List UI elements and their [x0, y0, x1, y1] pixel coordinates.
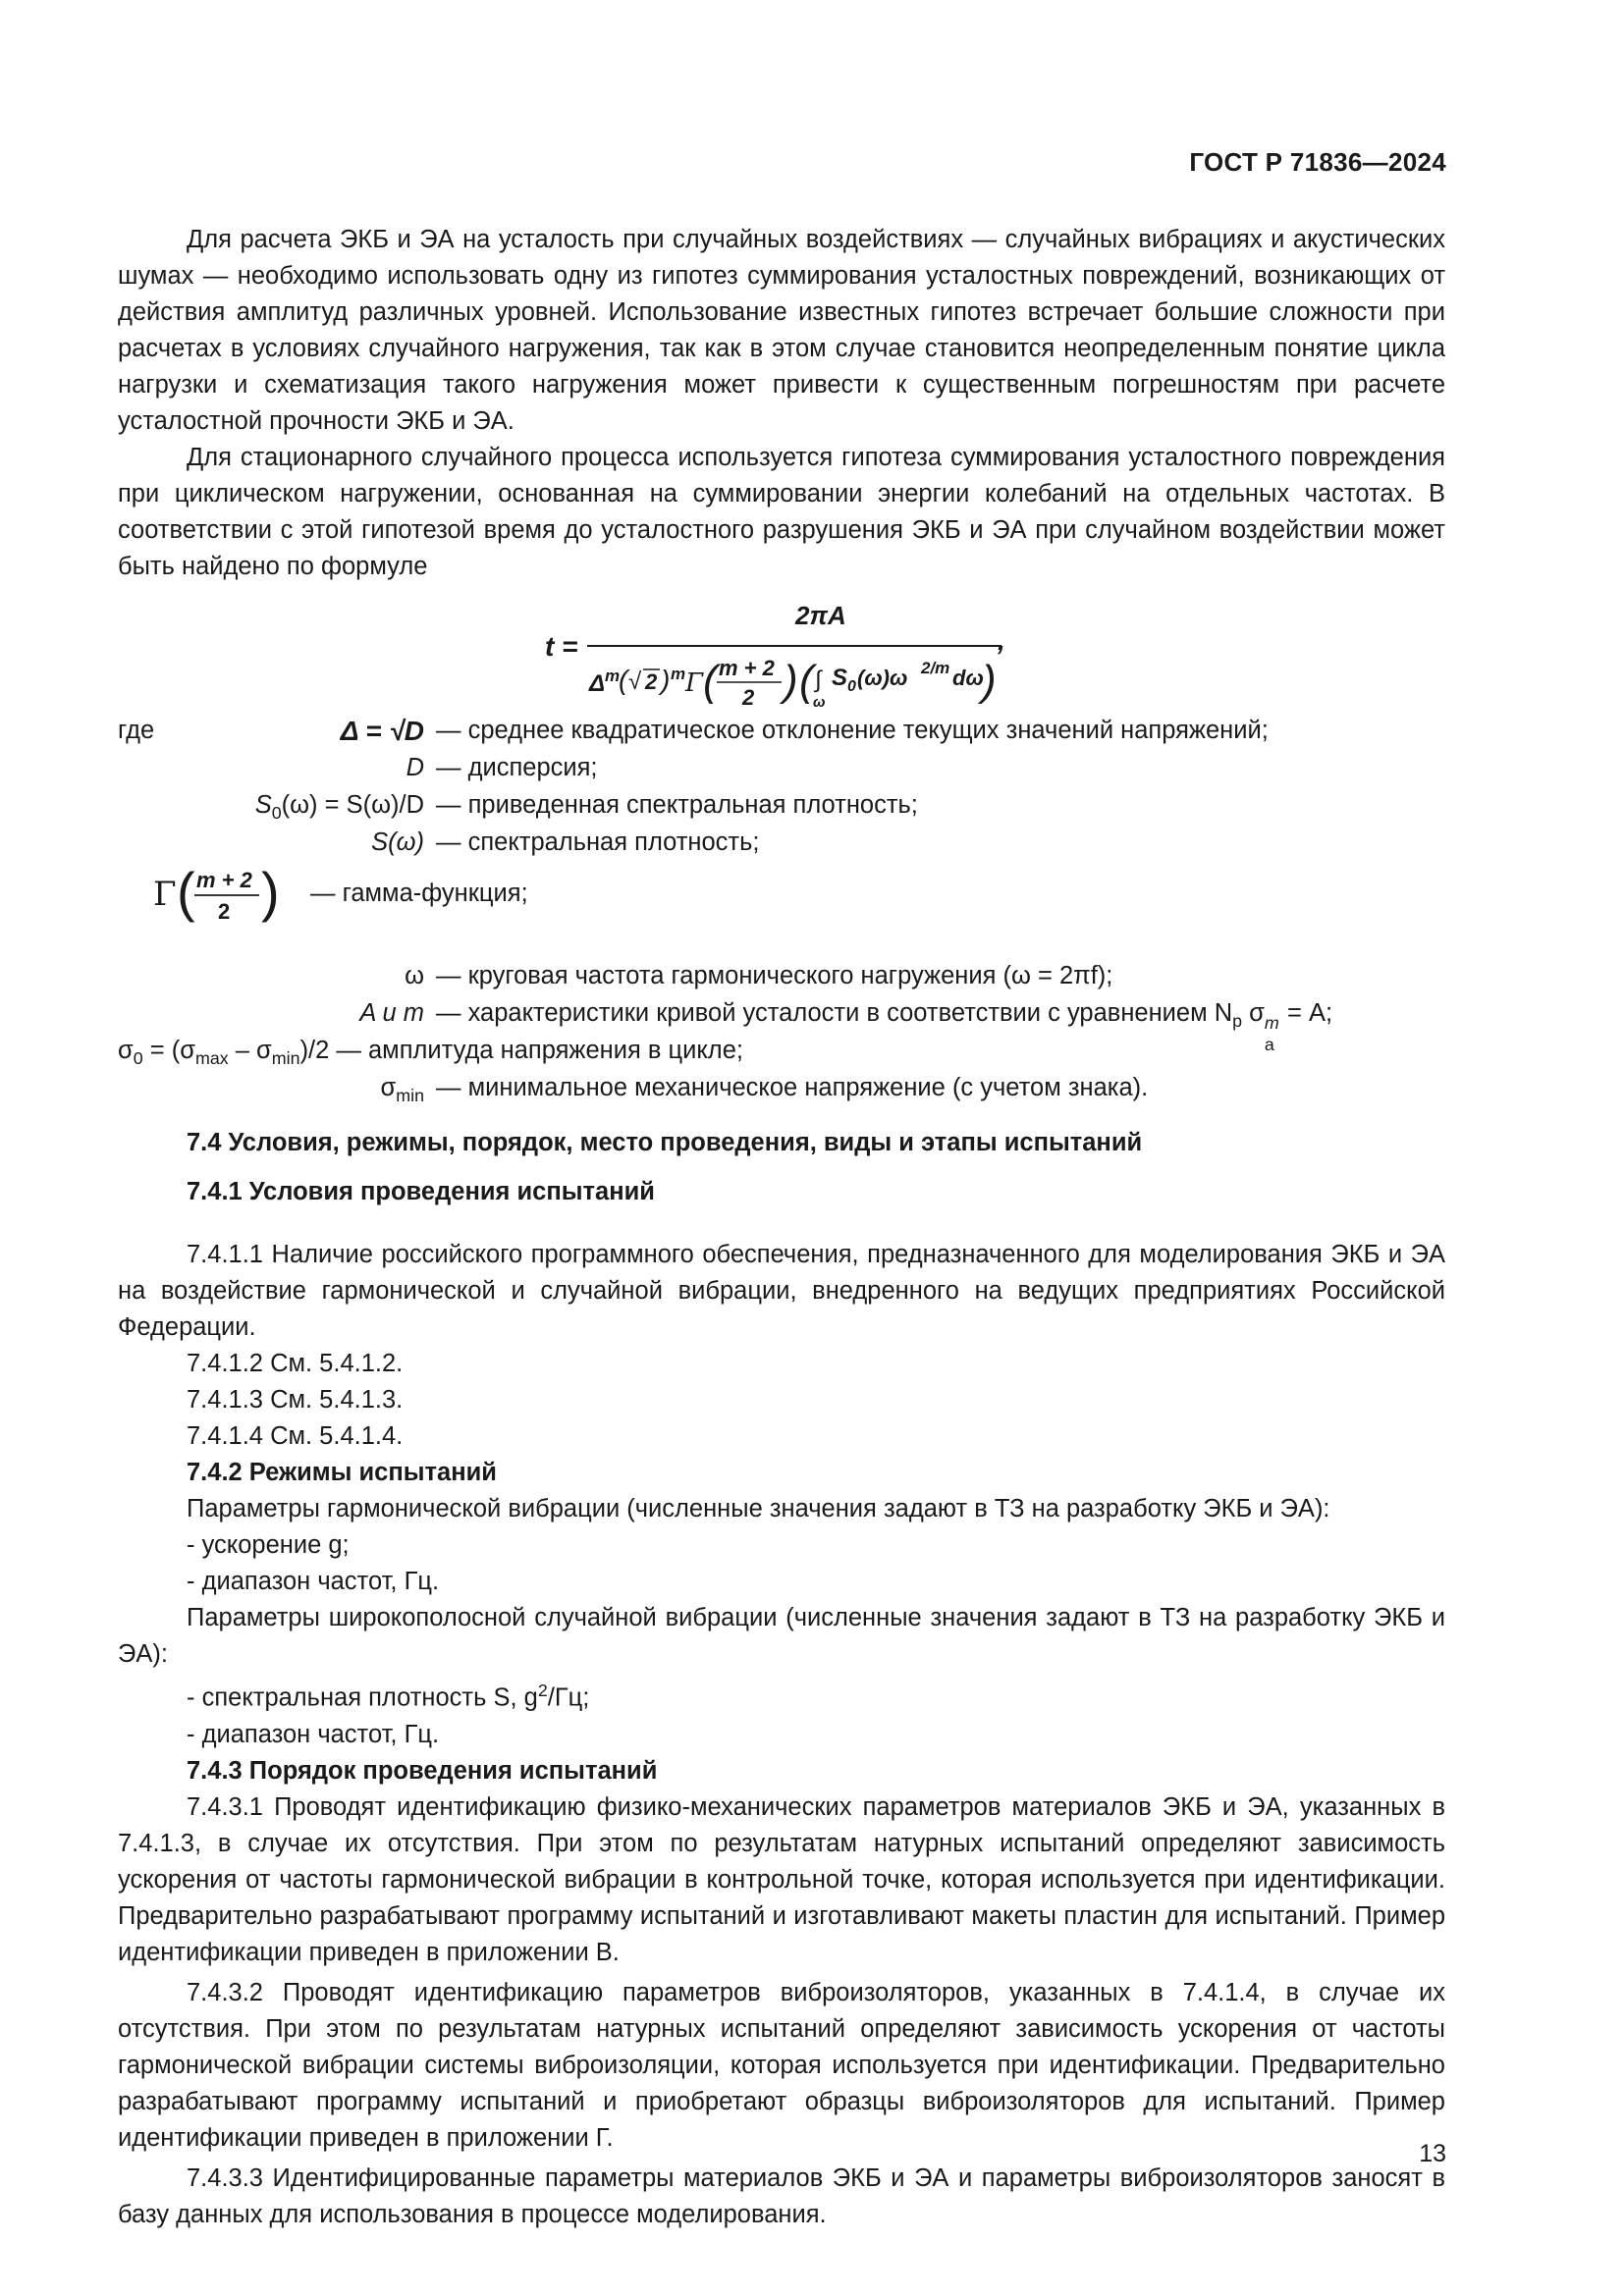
section-7-4-title: 7.4 Условия, режимы, порядок, место проведения, виды и этапы испытаний — [187, 1129, 1143, 1156]
clause-7-4-3-3: 7.4.3.3 Идентифицированные параметры материалов ЭКБ и ЭА и параметры виброизоляторов заносят в базу данных для использования в процессе моделирования. — [118, 2163, 1445, 2228]
stress-amplitude-definition: $\sigma_0 = (\sigma_{max} - \sigma_{min})/2$ — амплитуда напряжения в цикле; — [118, 1037, 743, 1069]
harmonic-params-intro: Параметры гармонической вибрации (численные значения задают в ТЗ на разработку ЭКБ и ЭА): — [187, 1495, 1330, 1522]
formula-big-paren-close-2: ) — [982, 657, 997, 705]
formula-omega-limit: ω — [813, 694, 826, 711]
formula-sqrt-2: 2 — [645, 669, 658, 694]
section-7-4-3-title: 7.4.3 Порядок проведения испытаний — [187, 1756, 658, 1785]
omega-symbol: ω — [405, 962, 424, 989]
section-7-4-2-title: 7.4.2 Режимы испытаний — [187, 1459, 497, 1486]
section-7-4-1-title: 7.4.1 Условия проведения испытаний — [187, 1178, 655, 1205]
formula-lhs: t = — [545, 631, 578, 662]
reduced-density-symbol: $S_0(\omega) = S(\omega)/D$ — [254, 791, 424, 824]
gamma-paren-open: ( — [177, 861, 195, 923]
gamma-frac-num: m + 2 — [196, 868, 252, 892]
formula-domega: dω — [952, 666, 984, 690]
definition-gamma — [118, 861, 1445, 936]
formula-s0-sub: 0 — [847, 678, 856, 695]
clause-7-4-3-1: 7.4.3.1 Проводят идентификацию физико-механических параметров материалов ЭКБ и ЭА, указанных в 7.4.1.3, в случае их отсутствия. При этом по результатам натурных испытаний определяют зависимость ускорения от частоты гармонической вибрации в контрольной точке, которая используется при идентификации. Предварительно разрабатывают программу испытаний и изготавливают макеты пластин для испытаний. Пример идентификации приведен в приложении В. — [118, 1792, 1445, 1966]
delta-symbol: Δ = √D — [340, 716, 424, 746]
reduced-density-definition: — приведенная спектральная плотность; — [436, 791, 918, 819]
clause-7-4-1-2: 7.4.1.2 См. 5.4.1.2. — [187, 1350, 404, 1377]
dispersion-symbol: D — [406, 754, 424, 781]
formula-paren-open: ( — [619, 665, 628, 695]
list-item-frequency-range-2: - диапазон частот, Гц. — [187, 1720, 440, 1748]
where-label: где — [118, 717, 155, 744]
min-stress-definition: — минимальное механическое напряжение (с учетом знака). — [436, 1074, 1149, 1101]
list-item-spectral-density: - спектральная плотность S, $g^2/Гц$; — [187, 1681, 590, 1712]
formula-graphic — [118, 585, 1445, 713]
formula-trailing-comma: , — [998, 625, 1005, 656]
paragraph-stationary-process: Для стационарного случайного процесса используется гипотеза суммирования усталостного повреждения при циклическом нагружении, основанная на суммировании энергии колебаний на отдельных частотах. В соответствии с этой гипотезой время до усталостного разрушения ЭКБ и ЭА при случайном воздействии может быть найдено по формуле — [118, 444, 1445, 580]
list-item-frequency-range: - диапазон частот, Гц. — [187, 1568, 440, 1595]
gamma-paren-close: ) — [261, 861, 280, 923]
clause-7-4-1-4: 7.4.1.4 См. 5.4.1.4. — [187, 1422, 404, 1450]
formula-big-paren-open: ( — [703, 657, 718, 705]
clause-7-4-3-2: 7.4.3.2 Проводят идентификацию параметров виброизоляторов, указанных в 7.4.1.4, в случае их отсутствия. При этом по результатам натурных испытаний определяют зависимость ускорения от частоты гармонической вибрации системы виброизоляции, которая используется при идентификации. Предварительно разрабатывают программу испытаний и приобретают образцы виброизоляторов для испытаний. Пример идентификации приведен в приложении Г. — [118, 1978, 1445, 2152]
formula-delta: Δ — [589, 670, 606, 697]
formula-paren-close: ) — [661, 665, 671, 695]
gamma-symbol — [153, 860, 291, 929]
paragraph-fatigue-random: Для расчета ЭКБ и ЭА на усталость при случайных воздействиях — случайных вибрациях и акустических шумах — необходимо использовать одну из гипотез суммирования усталостных повреждений, возникающих от действия амплитуд различных уровней. Использование известных гипотез встречает большие сложности при расчетах в условиях случайного нагружения, так как в этом случае становится неопределенным понятие цикла нагрузки и схематизация такого нагружения может привести к существенным погрешностям при расчете усталостной прочности ЭКБ и ЭА. — [118, 226, 1445, 435]
dispersion-definition: — дисперсия; — [436, 754, 598, 781]
formula-frac-den: 2 — [742, 685, 755, 710]
gamma-frac-den: 2 — [218, 899, 231, 924]
formula-integral: ∫ — [815, 667, 822, 693]
a-m-symbol: A и m — [359, 999, 424, 1027]
page-body — [118, 222, 1445, 2233]
formula-big-paren-open-2: ( — [799, 657, 814, 705]
formula-exponent: 2/m — [921, 659, 950, 677]
definitions-block — [118, 713, 1445, 1243]
spectral-density-symbol: S(ω) — [371, 828, 424, 856]
delta-definition: — среднее квадратическое отклонение текущих значений напряжений; — [436, 717, 1269, 744]
formula-m-sup: m — [605, 667, 621, 685]
formula-s0-arg: (ω)ω — [857, 666, 908, 690]
spectral-density-definition: — спектральная плотность; — [436, 828, 760, 856]
formula-big-paren-close: ) — [784, 657, 798, 705]
formula-frac-num: m + 2 — [719, 656, 775, 680]
random-params-intro: Параметры широкополосной случайной вибрации (численные значения задают в ТЗ на разработку ЭКБ и ЭА): — [118, 1604, 1445, 1668]
omega-definition: — круговая частота гармонического нагружения (ω = 2πf); — [436, 962, 1113, 989]
formula-m-sup-2: m — [671, 665, 686, 683]
formula-gamma: Γ — [685, 668, 704, 698]
fatigue-time-formula — [118, 585, 1445, 713]
gamma-definition: — гамма-функция; — [310, 880, 528, 907]
formula-s0: S — [832, 665, 848, 691]
formula-sqrt-sign: √ — [628, 668, 642, 695]
list-item-acceleration: - ускорение g; — [187, 1531, 350, 1559]
clause-7-4-1-1: 7.4.1.1 Наличие российского программного обеспечения, предназначенного для моделирования ЭКБ и ЭА на воздействие гармонической и случайной вибрации, внедренного на ведущих предприятиях Российской Федерации. — [118, 1241, 1445, 1341]
clause-7-4-1-3: 7.4.1.3 См. 5.4.1.3. — [187, 1386, 404, 1414]
fatigue-curve-definition: — характеристики кривой усталости в соответствии с уравнением $N_p$ σ m a = A; — [436, 999, 1333, 1054]
document-code: ГОСТ Р 71836—2024 — [1189, 147, 1446, 177]
gamma-letter: Γ — [153, 875, 177, 914]
page-number: 13 — [1419, 2140, 1446, 2167]
sigma-min-symbol: $\sigma_{min}$ — [380, 1074, 424, 1106]
formula-numerator: 2πA — [795, 601, 846, 630]
